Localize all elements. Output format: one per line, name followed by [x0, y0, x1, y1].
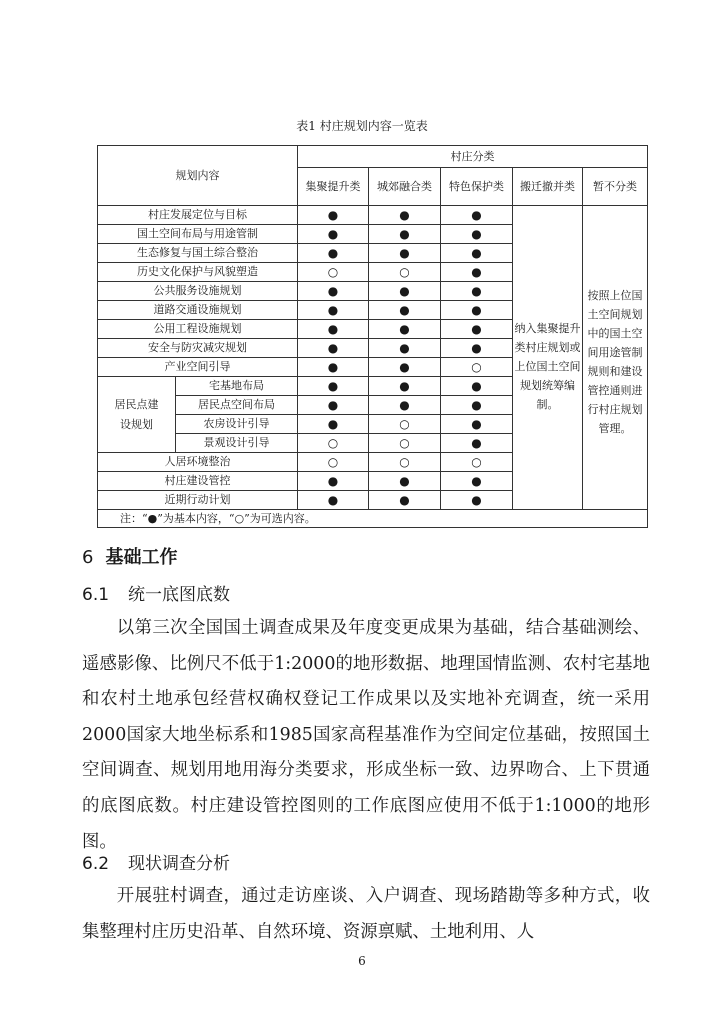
- subsection-heading: [82, 852, 230, 876]
- row-label: 村庄发展定位与目标: [98, 206, 298, 225]
- mark-cell: ●: [298, 415, 369, 434]
- mark-cell: ●: [369, 225, 441, 244]
- table-caption: 表1 村庄规划内容一览表: [296, 119, 428, 133]
- mark-cell: ●: [369, 320, 441, 339]
- mark-cell: ○: [298, 263, 369, 282]
- mark-cell: ●: [369, 339, 441, 358]
- row-label: 历史文化保护与风貌塑造: [98, 263, 298, 282]
- row-label: 宅基地布局: [176, 377, 298, 396]
- row-label: 村庄建设管控: [98, 472, 298, 491]
- mark-cell: ●: [298, 339, 369, 358]
- mark-cell: ●: [298, 377, 369, 396]
- col-header: 城郊融合类: [369, 168, 441, 206]
- col-header: 搬迁撤并类: [513, 168, 583, 206]
- subsection-heading: [82, 583, 230, 607]
- mark-cell: ○: [441, 453, 513, 472]
- row-label: 公用工程设施规划: [98, 320, 298, 339]
- unclassified-merged-cell: 按照上位国土空间规划中的国土空间用途管制规则和建设管控通则进行村庄规划管理。: [583, 206, 648, 510]
- mark-cell: ○: [369, 453, 441, 472]
- mark-cell: ●: [441, 472, 513, 491]
- col-header: 集聚提升类: [298, 168, 369, 206]
- header-category: 村庄分类: [298, 146, 648, 168]
- mark-cell: ●: [441, 282, 513, 301]
- mark-cell: ○: [369, 263, 441, 282]
- section-title: 基础工作: [105, 547, 178, 568]
- row-label: 公共服务设施规划: [98, 282, 298, 301]
- group-label: 居民点建设规划: [98, 377, 176, 453]
- mark-cell: ●: [441, 377, 513, 396]
- relocate-merged-cell: 纳入集聚提升类村庄规划或上位国土空间规划统筹编制。: [513, 206, 583, 510]
- mark-cell: ●: [298, 301, 369, 320]
- row-label: 道路交通设施规划: [98, 301, 298, 320]
- paragraph: 开展驻村调查，通过走访座谈、入户调查、现场踏勘等多种方式，收集整理村庄历史沿革、自然环境、资源禀赋、土地利用、人: [82, 886, 650, 942]
- mark-cell: ●: [369, 244, 441, 263]
- row-label: 居民点空间布局: [176, 396, 298, 415]
- section-heading: [82, 546, 177, 570]
- subsection-title: 统一底图底数: [128, 585, 230, 605]
- row-label: 产业空间引导: [98, 358, 298, 377]
- mark-cell: ○: [441, 358, 513, 377]
- mark-cell: ●: [298, 225, 369, 244]
- section-number: 6: [82, 547, 94, 568]
- mark-cell: ●: [298, 244, 369, 263]
- mark-cell: ●: [298, 472, 369, 491]
- mark-cell: ●: [441, 244, 513, 263]
- page-number: 6: [358, 954, 366, 968]
- mark-cell: ●: [441, 206, 513, 225]
- row-label: 国土空间布局与用途管制: [98, 225, 298, 244]
- mark-cell: ●: [441, 263, 513, 282]
- mark-cell: ●: [369, 301, 441, 320]
- header-content: 规划内容: [98, 146, 298, 206]
- table-note: 注：“●”为基本内容，“○”为可选内容。: [98, 510, 648, 528]
- col-header: 特色保护类: [441, 168, 513, 206]
- subsection-title: 现状调查分析: [128, 854, 230, 874]
- mark-cell: ●: [369, 206, 441, 225]
- mark-cell: ●: [441, 415, 513, 434]
- mark-cell: ●: [441, 320, 513, 339]
- mark-cell: ○: [369, 434, 441, 453]
- mark-cell: ●: [298, 358, 369, 377]
- mark-cell: ●: [298, 282, 369, 301]
- mark-cell: ○: [298, 453, 369, 472]
- mark-cell: ●: [298, 206, 369, 225]
- mark-cell: ●: [441, 339, 513, 358]
- row-label: 农房设计引导: [176, 415, 298, 434]
- row-label: 生态修复与国土综合整治: [98, 244, 298, 263]
- mark-cell: ●: [441, 225, 513, 244]
- row-label: 人居环境整治: [98, 453, 298, 472]
- row-label: 近期行动计划: [98, 491, 298, 510]
- mark-cell: ●: [369, 282, 441, 301]
- col-header: 暂不分类: [583, 168, 648, 206]
- mark-cell: ●: [441, 434, 513, 453]
- row-label: 安全与防灾减灾规划: [98, 339, 298, 358]
- mark-cell: ○: [369, 415, 441, 434]
- mark-cell: ●: [298, 320, 369, 339]
- mark-cell: ●: [369, 358, 441, 377]
- mark-cell: ●: [369, 377, 441, 396]
- mark-cell: ●: [298, 491, 369, 510]
- subsection-number: 6.2: [82, 854, 110, 874]
- mark-cell: ●: [369, 491, 441, 510]
- mark-cell: ○: [298, 434, 369, 453]
- mark-cell: ●: [441, 491, 513, 510]
- mark-cell: ●: [441, 396, 513, 415]
- mark-cell: ●: [369, 396, 441, 415]
- row-label: 景观设计引导: [176, 434, 298, 453]
- mark-cell: ●: [441, 301, 513, 320]
- subsection-number: 6.1: [82, 585, 110, 605]
- mark-cell: ●: [298, 396, 369, 415]
- planning-content-table: [97, 145, 648, 528]
- paragraph: 以第三次全国国土调查成果及年度变更成果为基础，结合基础测绘、遥感影像、比例尺不低于1:2000的地形数据、地理国情监测、农村宅基地和农村土地承包经营权确权登记工作成果以及实地补充调查，统一采用2000国家大地坐标系和1985国家高程基准作为空间定位基础，按照国土空间调查、规划用地用海分类要求，形成坐标一致、边界吻合、上下贯通的底图底数。村庄建设管控图则的工作底图应使用不低于1:1000的地形图。: [82, 618, 650, 852]
- mark-cell: ●: [369, 472, 441, 491]
